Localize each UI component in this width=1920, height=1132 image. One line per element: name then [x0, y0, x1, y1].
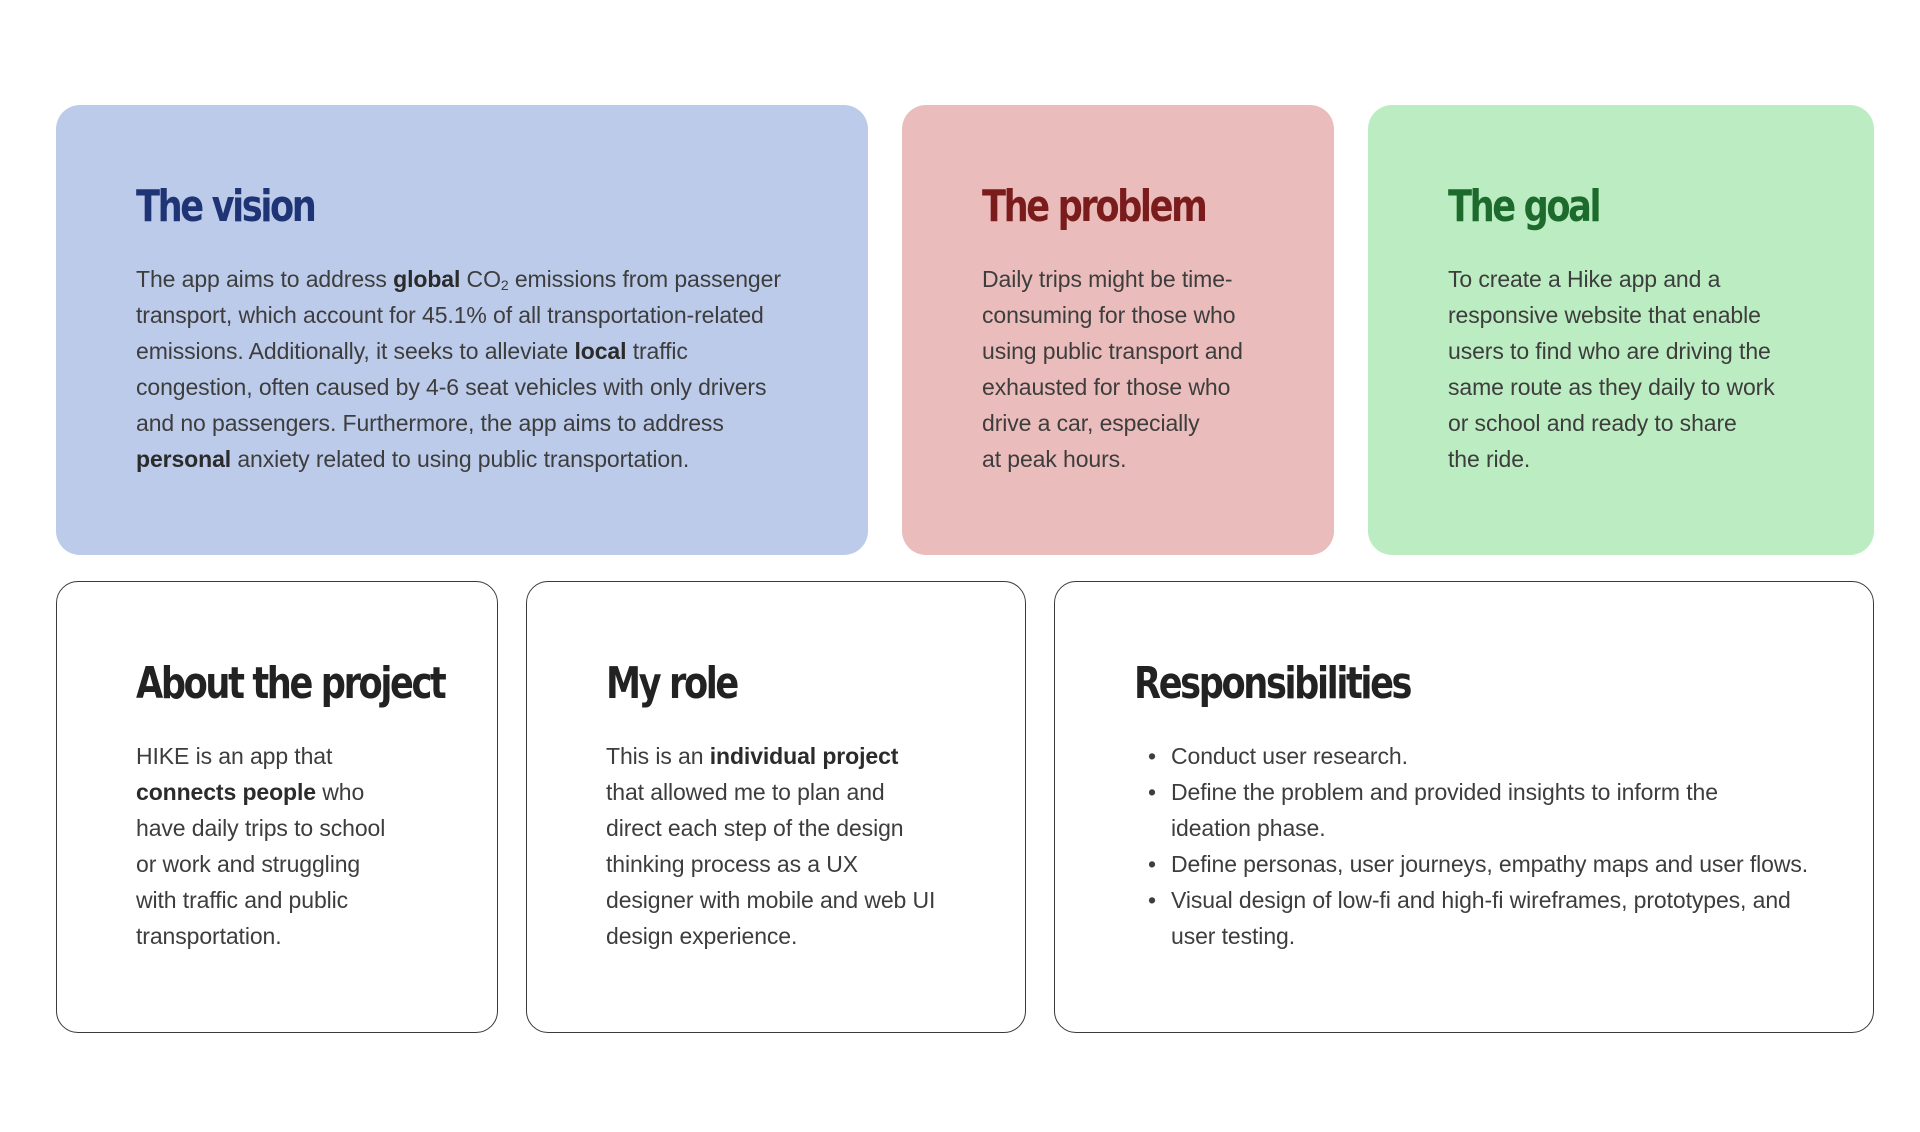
responsibilities-title: Responsibilities — [1134, 658, 1411, 709]
goal-line: To create a Hike app and a — [1448, 266, 1721, 292]
bullet-icon: • — [1148, 779, 1156, 805]
vision-text — [136, 261, 836, 477]
about-line-2: connects people who — [136, 779, 365, 805]
list-item-text: Define the problem and provided insights to inform the — [1171, 779, 1718, 805]
vision-card — [56, 105, 868, 555]
problem-line: drive a car, especially — [982, 410, 1200, 436]
problem-line: exhausted for those who — [982, 374, 1231, 400]
about-text — [136, 738, 476, 954]
responsibilities-card — [1054, 581, 1874, 1033]
role-line-6: design experience. — [606, 923, 798, 949]
goal-line: responsive website that enable — [1448, 302, 1761, 328]
about-line-6: transportation. — [136, 923, 282, 949]
about-line-4: or work and struggling — [136, 851, 361, 877]
about-line-5: with traffic and public — [136, 887, 349, 913]
role-card — [526, 581, 1026, 1033]
bullet-icon: • — [1148, 743, 1156, 769]
role-line-3: direct each step of the design — [606, 815, 904, 841]
vision-line-2: transport, which account for 45.1% of all transportation-related — [136, 302, 764, 328]
bullet-icon: • — [1148, 851, 1156, 877]
vision-line-4: congestion, often caused by 4-6 seat vehicles with only drivers — [136, 374, 767, 400]
role-line-5: designer with mobile and web UI — [606, 887, 936, 913]
about-card — [56, 581, 498, 1033]
goal-line: same route as they daily to work — [1448, 374, 1775, 400]
problem-line: Daily trips might be time- — [982, 266, 1233, 292]
role-line-1: This is an individual project — [606, 743, 899, 769]
responsibilities-list — [1134, 738, 1864, 954]
list-item-text: user testing. — [1171, 923, 1295, 949]
problem-text — [982, 261, 1312, 477]
list-item-text: Define personas, user journeys, empathy maps and user flows. — [1171, 851, 1809, 877]
list-item — [1134, 882, 1864, 954]
list-item — [1134, 738, 1864, 774]
role-line-4: thinking process as a UX — [606, 851, 859, 877]
bullet-icon: • — [1148, 887, 1156, 913]
about-title: About the project — [136, 658, 445, 709]
role-line-2: that allowed me to plan and — [606, 779, 885, 805]
vision-line-5: and no passengers. Furthermore, the app aims to address — [136, 410, 724, 436]
list-item-text: ideation phase. — [1171, 815, 1326, 841]
vision-line-6: personal anxiety related to using public transportation. — [136, 446, 690, 472]
problem-line: consuming for those who — [982, 302, 1236, 328]
goal-text — [1448, 261, 1848, 477]
goal-card — [1368, 105, 1874, 555]
role-title: My role — [606, 658, 737, 709]
about-line-1: HIKE is an app that — [136, 743, 333, 769]
problem-line: using public transport and — [982, 338, 1243, 364]
problem-title: The problem — [982, 181, 1206, 232]
list-item — [1134, 846, 1864, 882]
problem-card — [902, 105, 1334, 555]
list-item-text: Visual design of low-fi and high-fi wireframes, prototypes, and — [1171, 887, 1791, 913]
role-text — [606, 738, 1006, 954]
list-item — [1134, 774, 1864, 846]
list-item-text: Conduct user research. — [1171, 743, 1408, 769]
vision-title: The vision — [136, 181, 315, 232]
goal-line: users to find who are driving the — [1448, 338, 1771, 364]
responsibilities-text — [1134, 738, 1864, 954]
vision-line-3: emissions. Additionally, it seeks to alleviate local traffic — [136, 338, 688, 364]
problem-line: at peak hours. — [982, 446, 1127, 472]
goal-title: The goal — [1448, 181, 1600, 232]
vision-line-1: The app aims to address global $CO_2$ emissions from passenger — [136, 266, 781, 293]
about-line-3: have daily trips to school — [136, 815, 386, 841]
goal-line: or school and ready to share — [1448, 410, 1737, 436]
goal-line: the ride. — [1448, 446, 1531, 472]
